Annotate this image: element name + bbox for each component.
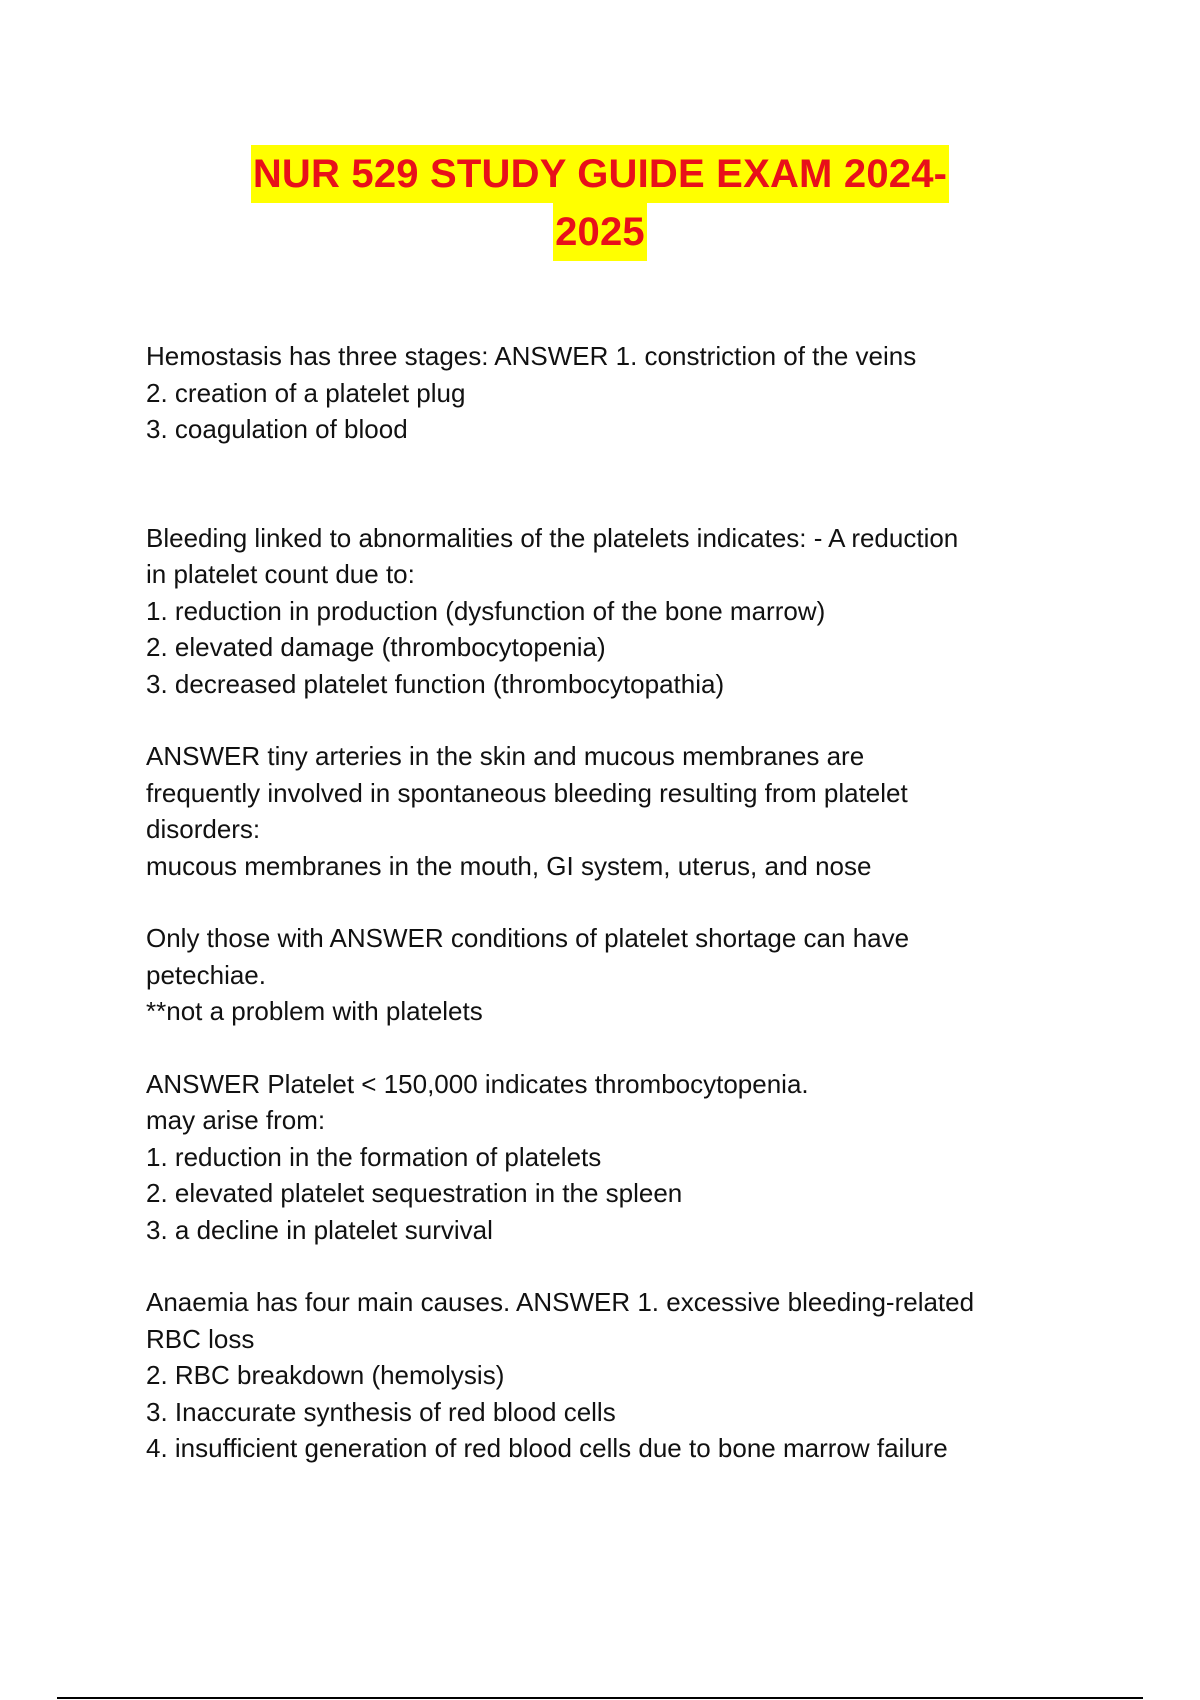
text-line: mucous membranes in the mouth, GI system, uterus, and nose [146, 850, 872, 881]
section-anaemia [146, 1284, 1086, 1467]
text-line: 2. RBC breakdown (hemolysis) [146, 1360, 505, 1390]
text-line: Anaemia has four main causes. ANSWER 1. excessive bleeding-related [146, 1287, 975, 1317]
section-petechiae [146, 920, 1086, 1030]
text-line: Hemostasis has three stages: ANSWER 1. constriction of the veins [146, 341, 917, 371]
text-line: in platelet count due to: [146, 559, 415, 589]
footer-divider [57, 1697, 1143, 1699]
text-line: Bleeding linked to abnormalities of the platelets indicates: - A reduction [146, 522, 959, 553]
text-line: frequently involved in spontaneous bleeding resulting from platelet [146, 777, 908, 808]
section-thrombocytopenia [146, 1066, 1086, 1249]
text-line: ANSWER Platelet < 150,000 indicates thrombocytopenia. [146, 1068, 809, 1099]
text-line: 1. reduction in production (dysfunction of the bone marrow) [146, 595, 826, 626]
text-line: 2. creation of a platelet plug [146, 377, 466, 408]
text-line: disorders: [146, 814, 261, 844]
spacer [146, 1030, 1086, 1066]
spacer [146, 1248, 1086, 1284]
document-body [146, 338, 1086, 1467]
text-line: 3. Inaccurate synthesis of red blood cells [146, 1396, 616, 1427]
spacer [146, 448, 1086, 520]
text-line: 3. a decline in platelet survival [146, 1214, 493, 1245]
spacer [146, 702, 1086, 738]
title-line-1: NUR 529 STUDY GUIDE EXAM 2024- [251, 145, 949, 203]
text-line: RBC loss [146, 1323, 255, 1354]
text-line: may arise from: [146, 1105, 326, 1135]
document-title [0, 145, 1200, 261]
section-platelet-bleeding [146, 520, 1086, 703]
text-line: 4. insufficient generation of red blood cells due to bone marrow failure [146, 1433, 948, 1463]
text-line: 2. elevated platelet sequestration in the spleen [146, 1178, 683, 1208]
text-line: 2. elevated damage (thrombocytopenia) [146, 632, 606, 662]
text-line: 3. decreased platelet function (thrombocytopathia) [146, 668, 725, 699]
text-line: petechiae. [146, 959, 266, 990]
section-hemostasis [146, 338, 1086, 448]
section-spontaneous-bleeding [146, 738, 1086, 884]
text-line: ANSWER tiny arteries in the skin and mucous membranes are [146, 741, 865, 771]
spacer [146, 884, 1086, 920]
text-line: 1. reduction in the formation of platelets [146, 1141, 602, 1172]
text-line: **not a problem with platelets [146, 996, 483, 1026]
text-line: 3. coagulation of blood [146, 414, 408, 444]
title-line-2: 2025 [553, 203, 647, 261]
text-line: Only those with ANSWER conditions of platelet shortage can have [146, 923, 910, 953]
